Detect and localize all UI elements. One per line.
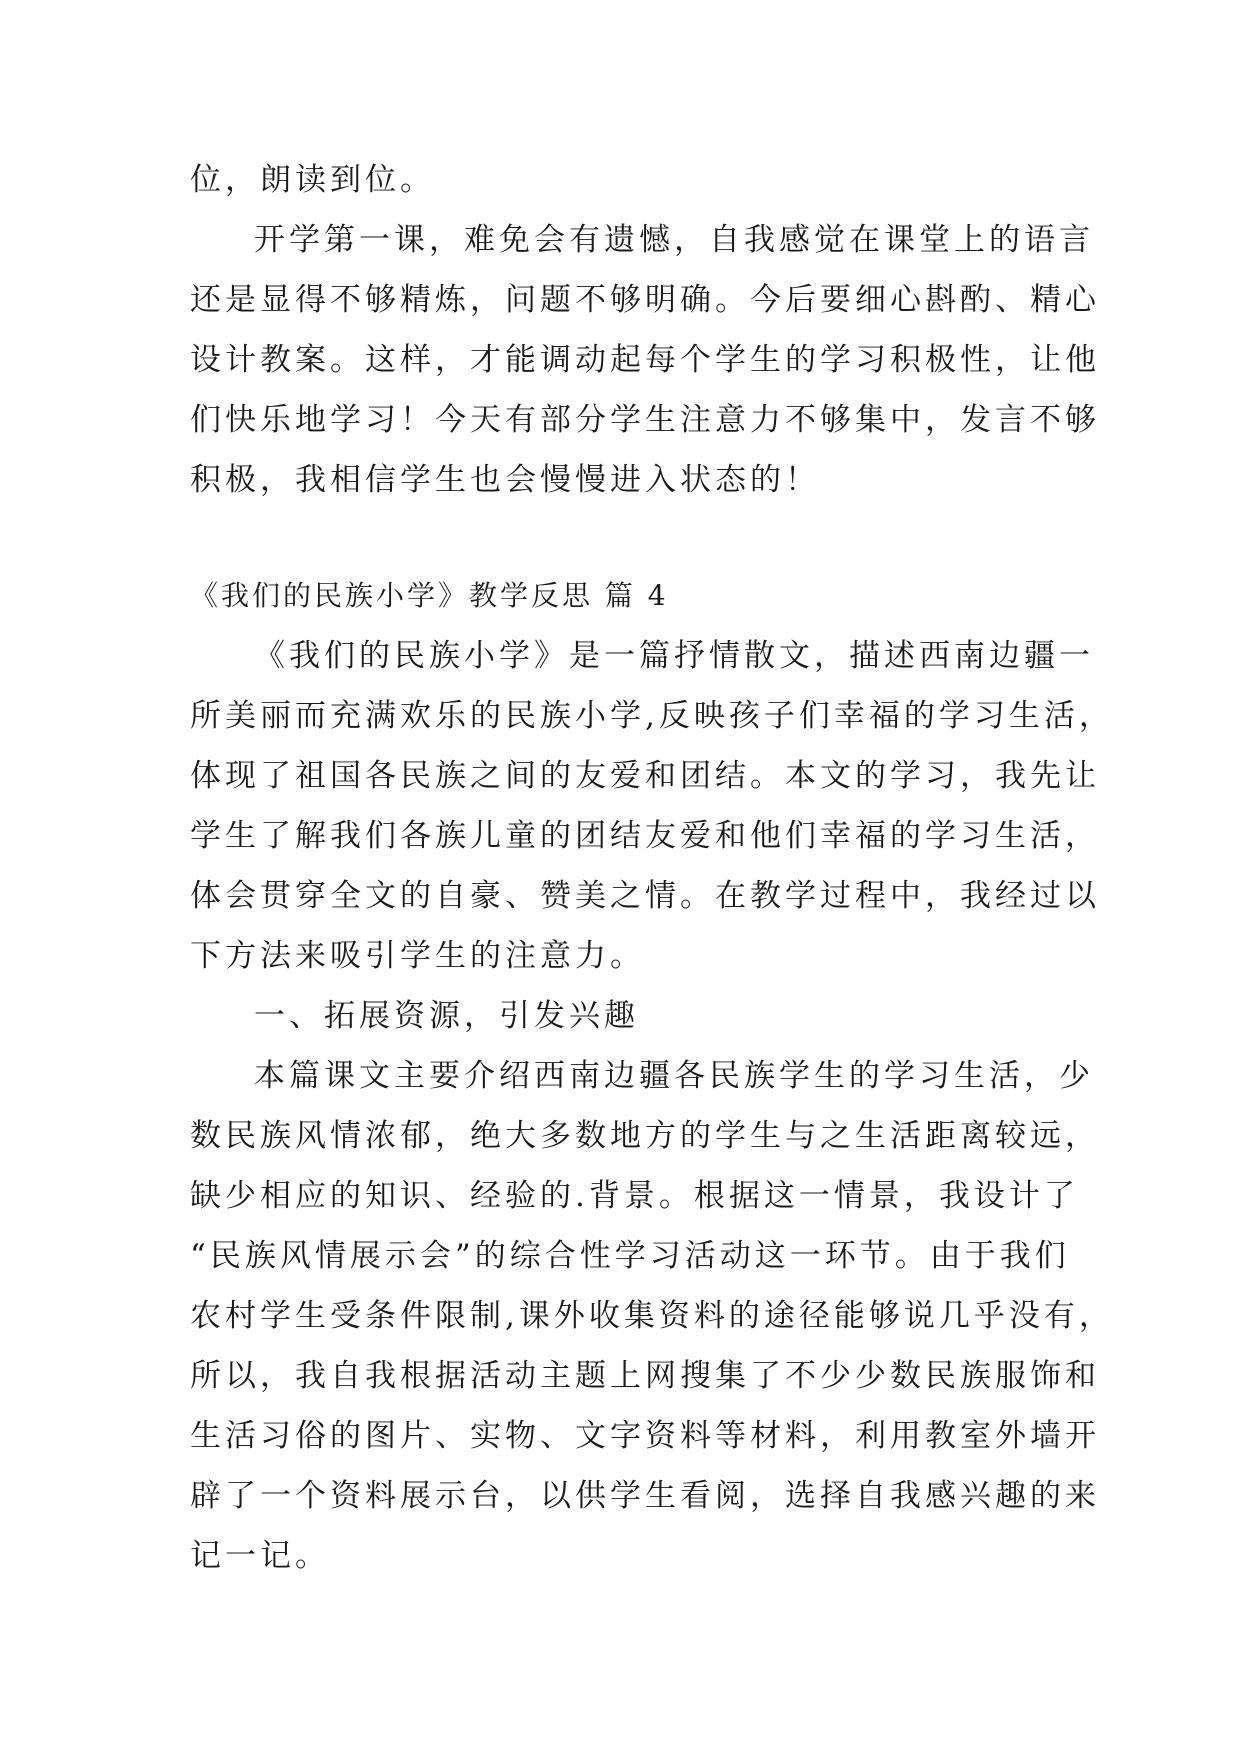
text-line: 辟了一个资料展示台，以供学生看阅，选择自我感兴趣的来 (190, 1478, 1100, 1514)
text-line: 还是显得不够精炼，问题不够明确。今后要细心斟酌、精心 (190, 282, 1100, 318)
text-line: 学生了解我们各族儿童的团结友爱和他们幸福的学习生活， (190, 818, 1100, 854)
text-line: 设计教案。这样，才能调动起每个学生的学习积极性，让他 (190, 342, 1100, 378)
section-gap (190, 510, 1050, 566)
text-line: 开学第一课，难免会有遗憾，自我感觉在课堂上的语言 (254, 222, 1094, 258)
text-line: 下方法来吸引学生的注意力。 (190, 938, 645, 974)
text-line: 本篇课文主要介绍西南边疆各民族学生的学习生活，少 (254, 1058, 1094, 1094)
text-line: 《我们的民族小学》是一篇抒情散文，描述西南边疆一 (254, 638, 1094, 674)
subheading: 一、拓展资源，引发兴趣 (254, 998, 639, 1034)
text-line: 所美丽而充满欢乐的民族小学,反映孩子们幸福的学习生活， (190, 698, 1114, 734)
text-line: 记一记。 (190, 1538, 330, 1574)
text-line: “民族风情展示会”的综合性学习活动这一环节。由于我们 (190, 1238, 1070, 1274)
text-line: 所以，我自我根据活动主题上网搜集了不少少数民族服饰和 (190, 1358, 1100, 1394)
text-line: 们快乐地学习！今天有部分学生注意力不够集中，发言不够 (190, 402, 1100, 438)
text-line: 体会贯穿全文的自豪、赞美之情。在教学过程中，我经过以 (190, 878, 1100, 914)
section-heading: 《我们的民族小学》教学反思 篇 4 (190, 579, 669, 612)
text-line: 积极，我相信学生也会慢慢进入状态的！ (190, 462, 820, 498)
text-line: 位，朗读到位。 (190, 162, 435, 198)
text-line: 体现了祖国各民族之间的友爱和团结。本文的学习，我先让 (190, 758, 1100, 794)
text-line: 农村学生受条件限制,课外收集资料的途径能够说几乎没有， (190, 1298, 1114, 1334)
text-line: 缺少相应的知识、经验的.背景。根据这一情景，我设计了 (190, 1178, 1079, 1214)
text-line: 生活习俗的图片、实物、文字资料等材料，利用教室外墙开 (190, 1418, 1100, 1454)
text-line: 数民族风情浓郁，绝大多数地方的学生与之生活距离较远， (190, 1118, 1100, 1154)
document-page (190, 150, 1114, 1586)
